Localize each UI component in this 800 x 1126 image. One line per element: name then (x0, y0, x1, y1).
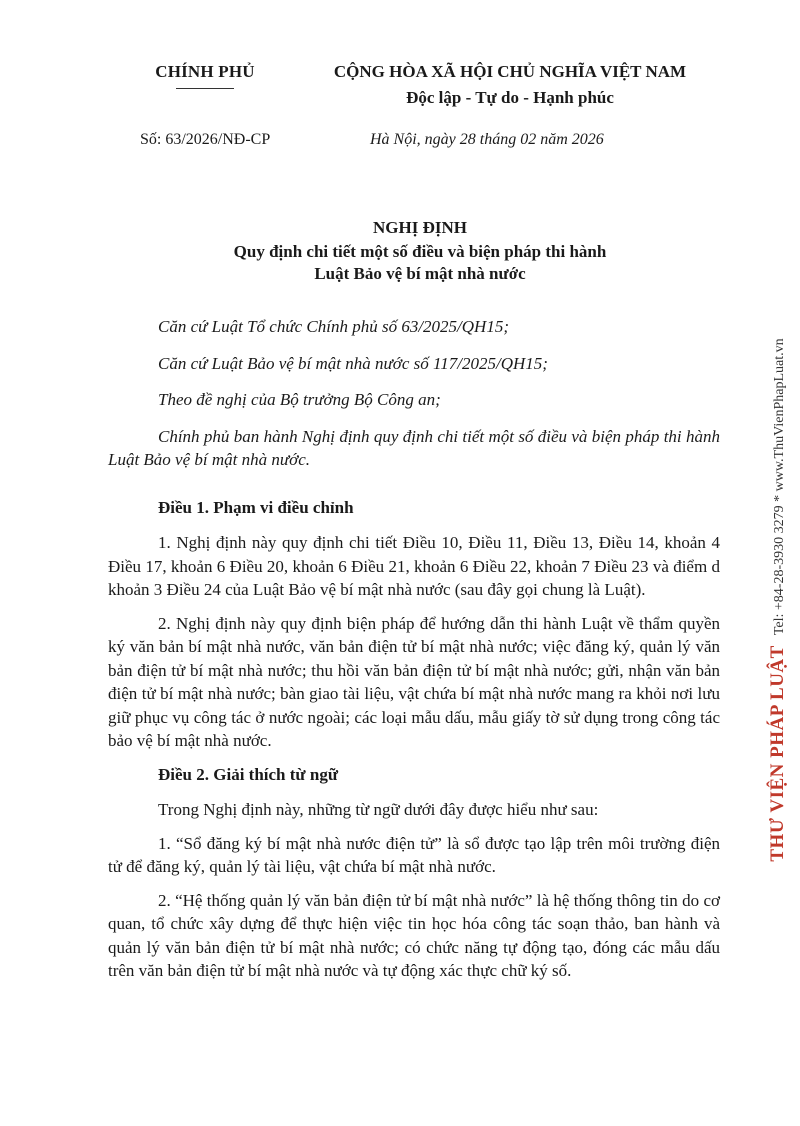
article-2-intro: Trong Nghị định này, những từ ngữ dưới đây được hiểu như sau: (158, 800, 599, 819)
issuer-underline (176, 88, 234, 89)
article-1-paragraph-1: 1. Nghị định này quy định chi tiết Điều 10, Điều 11, Điều 13, Điều 14, khoản 4 Điều 17, khoản 6 Điều 20, khoản 6 Điều 21, khoản 6 Điều 22, khoản 7 Điều 23 và điểm d khoản 3 Điều 24 của Luật Bảo vệ bí mật nhà nước (sau đây gọi chung là Luật). (108, 533, 720, 599)
document-type: NGHỊ ĐỊNH (373, 218, 467, 237)
watermark-brand: THƯ VIỆN PHÁP LUẬT (767, 645, 788, 862)
document-title-block (120, 218, 720, 285)
document-body (108, 315, 720, 993)
article-1-heading: Điều 1. Phạm vi điều chỉnh (158, 497, 354, 517)
issuer-name: CHÍNH PHỦ (155, 62, 255, 81)
side-watermark (767, 338, 789, 861)
watermark-contact: Tel: +84-28-3930 3279 * www.ThuVienPhapLuat.vn (772, 338, 787, 636)
nation-name: CỘNG HÒA XÃ HỘI CHỦ NGHĨA VIỆT NAM (333, 62, 687, 81)
issuer-block (130, 62, 280, 89)
legal-basis-1: Căn cứ Luật Tổ chức Chính phủ số 63/2025/QH15; (158, 317, 509, 336)
place-and-date: Hà Nội, ngày 28 tháng 02 năm 2026 (370, 131, 604, 148)
article-2-heading: Điều 2. Giải thích từ ngữ (158, 764, 339, 784)
document-number: Số: 63/2026/NĐ-CP (140, 131, 271, 148)
article-2-paragraph-2: 2. “Hệ thống quản lý văn bản điện tử bí mật nhà nước” là hệ thống thông tin do cơ quan, tổ chức xây dựng để thực hiện việc tin học hóa công tác soạn thảo, ban hành và quản lý văn bản điện tử bí mật nhà nước; có chức năng tự động tạo, đóng các mẫu dấu trên văn bản điện tử bí mật nhà nước và tự động xác thực chữ ký số. (108, 890, 720, 980)
subtitle-line-2: Luật Bảo vệ bí mật nhà nước (314, 264, 526, 283)
article-1-paragraph-2: 2. Nghị định này quy định biện pháp để hướng dẫn thi hành Luật về thẩm quyền ký văn bản bí mật nhà nước, văn bản điện tử bí mật nhà nước; việc đăng ký, quản lý văn bản điện tử bí mật nhà nước; thu hồi văn bản điện tử bí mật nhà nước; gửi, nhận văn bản điện tử bí mật nhà nước; bàn giao tài liệu, vật chứa bí mật nhà nước mang ra khỏi nơi lưu giữ phục vụ công tác ở nước ngoài; các loại mẫu dấu, mẫu giấy tờ sử dụng trong công tác bảo vệ bí mật nhà nước. (108, 613, 720, 750)
article-2-paragraph-1: 1. “Sổ đăng ký bí mật nhà nước điện tử” là sổ được tạo lập trên môi trường điện tử để đăng ký, quản lý tài liệu, vật chứa bí mật nhà nước. (108, 833, 720, 876)
legal-basis-2: Căn cứ Luật Bảo vệ bí mật nhà nước số 117/2025/QH15; (158, 353, 548, 373)
national-motto: Độc lập - Tự do - Hạnh phúc (406, 88, 614, 107)
legal-basis-3: Theo đề nghị của Bộ trưởng Bộ Công an; (158, 390, 441, 409)
legal-basis-4: Chính phủ ban hành Nghị định quy định chi tiết một số điều và biện pháp thi hành Luật Bảo vệ bí mật nhà nước. (108, 426, 720, 469)
subtitle-line-1: Quy định chi tiết một số điều và biện pháp thi hành (233, 242, 607, 261)
document-subtitle (120, 241, 720, 285)
national-heading (305, 62, 715, 108)
